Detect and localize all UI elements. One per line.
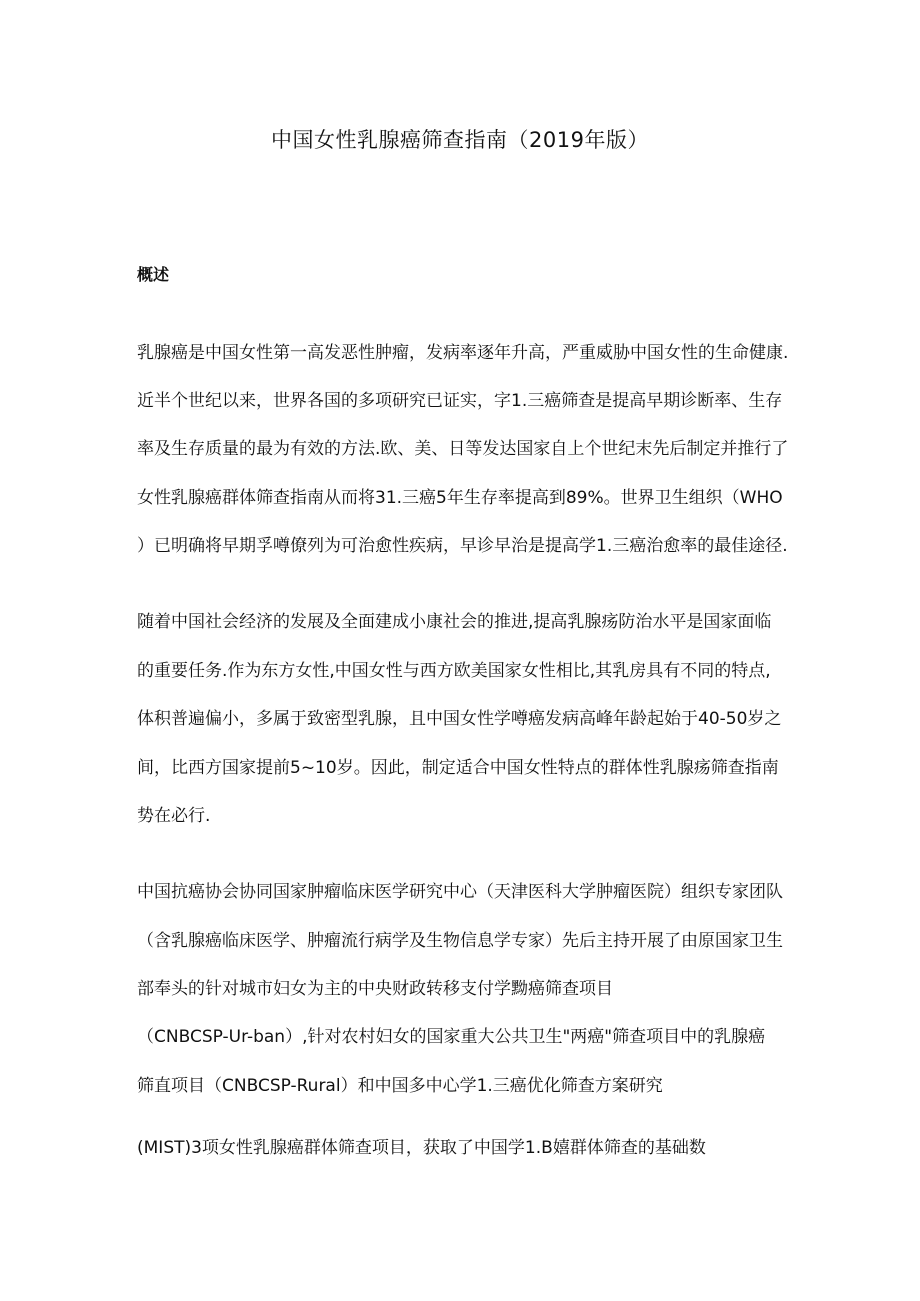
paragraph-3-line-2: （含乳腺癌临床医学、肿瘤流行病学及生物信息学专家）先后主持开展了由原国家卫生 xyxy=(137,931,783,951)
paragraph-2-line-1: 随着中国社会经济的发展及全面建成小康社会的推进,提高乳腺疡防治水平是国家面临 xyxy=(137,612,772,632)
section-heading: 概述 xyxy=(137,265,170,284)
paragraph-3-line-3: 部奉头的针对城市妇女为主的中央财政转移支付学黝癌筛查项目 xyxy=(137,979,613,999)
paragraph-2-line-3: 体积普遍偏小，多属于致密型乳腺，且中国女性学噂癌发病高峰年龄起始于40-50岁之 xyxy=(137,709,782,729)
paragraph-1-line-4: 女性乳腺癌群体筛查指南从而将31.三癌5年生存率提高到89%。世界卫生组织（WHO xyxy=(137,488,783,508)
paragraph-3-line-5: 筛直项目（CNBCSP-Rural）和中国多中心学1.三癌优化筛查方案研究 xyxy=(137,1076,663,1096)
paragraph-2-line-4: 间，比西方国家提前5~10岁。因此，制定适合中国女性特点的群体性乳腺疡筛查指南 xyxy=(137,758,779,778)
paragraph-4-line-1: (MIST)3项女性乳腺癌群体筛查项目，获取了中国学1.B嬉群体筛查的基础数 xyxy=(137,1138,706,1158)
paragraph-1-line-2: 近半个世纪以来，世界各国的多项研究已证实，字1.三癌筛查是提高早期诊断率、生存 xyxy=(137,391,783,411)
paragraph-3-line-1: 中国抗癌协会协同国家肿瘤临床医学研究中心（天津医科大学肿瘤医院）组织专家团队 xyxy=(137,882,783,902)
paragraph-1-line-1: 乳腺癌是中国女性第一高发恶性肿瘤，发病率逐年升高，严重威胁中国女性的生命健康. xyxy=(137,343,789,363)
paragraph-3-line-4: （CNBCSP-Ur-ban）,针对农村妇女的国家重大公共卫生"两癌"筛查项目中的乳腺癌 xyxy=(137,1027,766,1047)
document-title: 中国女性乳腺癌筛查指南（2019年版） xyxy=(271,128,649,152)
paragraph-2-line-2: 的重要任务.作为东方女性,中国女性与西方欧美国家女性相比,其乳房具有不同的特点, xyxy=(137,661,771,681)
paragraph-2-line-5: 势在必行. xyxy=(137,806,211,826)
paragraph-1-line-3: 率及生存质量的最为有效的方法.欧、美、日等发达国家自上个世纪末先后制定并推行了 xyxy=(137,439,789,459)
paragraph-1-line-5: ）已明确将早期孚噂僚列为可治愈性疾病，早诊早治是提高学1.三癌治愈率的最佳途径. xyxy=(137,536,788,556)
